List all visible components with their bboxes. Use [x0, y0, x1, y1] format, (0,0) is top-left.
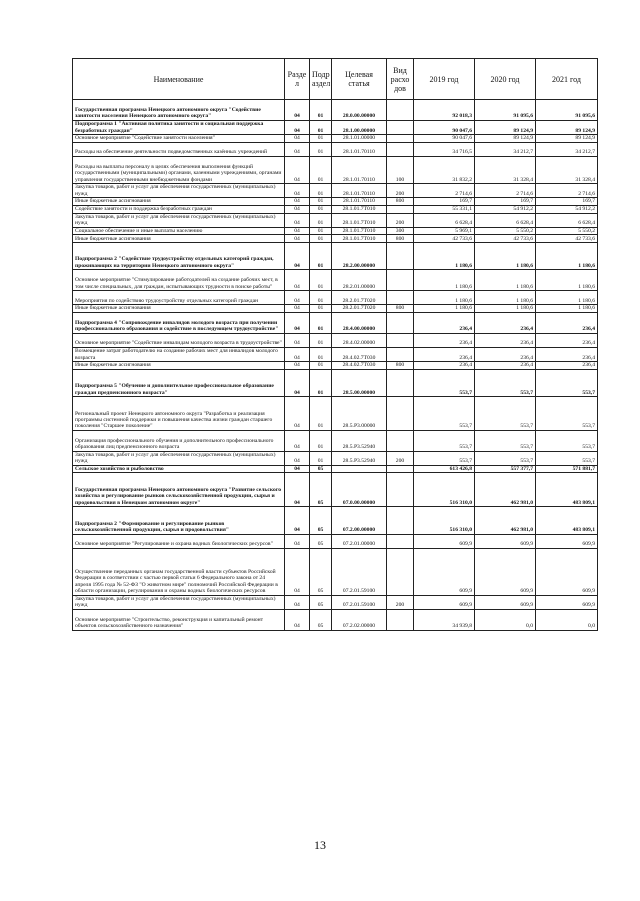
- row-section: 04: [285, 142, 310, 156]
- row-2019: 609,9: [414, 548, 475, 595]
- row-2021: 169,7: [536, 198, 598, 206]
- table-row: [73, 473, 598, 507]
- row-exp-type: [387, 396, 414, 430]
- row-exp-type: [387, 369, 414, 396]
- row-target: 28.1.01.7Т010: [332, 235, 387, 243]
- row-2021: 553,7: [536, 451, 598, 465]
- table-row: [73, 100, 598, 121]
- row-section: 04: [285, 333, 310, 347]
- table-row: [73, 362, 598, 370]
- row-2019: 553,7: [414, 396, 475, 430]
- row-exp-type: 200: [387, 184, 414, 198]
- row-2021: 34 212,7: [536, 142, 598, 156]
- header-name: Наименование: [73, 59, 285, 100]
- row-2021: 42 733,6: [536, 235, 598, 243]
- row-section: 04: [285, 312, 310, 333]
- row-target: 28.1.01.00000: [332, 134, 387, 142]
- row-2019: 92 018,3: [414, 100, 475, 121]
- row-2020: 609,9: [475, 548, 536, 595]
- row-section: 04: [285, 198, 310, 206]
- row-name: Закупка товаров, работ и услуг для обеспечения государственных (муниципальных) нужд: [73, 595, 285, 609]
- row-exp-type: [387, 333, 414, 347]
- row-exp-type: [387, 134, 414, 142]
- header-2021: 2021 год: [536, 59, 598, 100]
- row-section: 04: [285, 534, 310, 548]
- row-2019: 553,7: [414, 451, 475, 465]
- row-target: 07.2.02.00000: [332, 609, 387, 630]
- row-target: 28.2.01.00000: [332, 270, 387, 291]
- row-section: 04: [285, 235, 310, 243]
- row-2021: 609,9: [536, 548, 598, 595]
- row-target: 28.1.00.00000: [332, 120, 387, 134]
- row-name: Иные бюджетные ассигнования: [73, 235, 285, 243]
- table-row: [73, 156, 598, 183]
- row-subsection: 01: [310, 134, 332, 142]
- row-name: Государственная программа Ненецкого автономного округа "Развитие сельского хозяйства и регулирование рынков сельскохозяйственной продукции, сырья и продовольствия в Ненецком автономном округе": [73, 473, 285, 507]
- table-row: [73, 305, 598, 313]
- row-name: Социальное обеспечение и иные выплаты населению: [73, 227, 285, 235]
- table-row: [73, 198, 598, 206]
- row-2019: 516 310,0: [414, 507, 475, 534]
- table-row: [73, 142, 598, 156]
- row-subsection: 01: [310, 156, 332, 183]
- row-name: Иные бюджетные ассигнования: [73, 305, 285, 313]
- row-2021: 2 714,6: [536, 184, 598, 198]
- row-name: Осуществление переданных органам государственной власти субъектов Российской Федерации в соответствии с частью первой статьи 6 Федерального закона от 24 апреля 1995 года № 52-ФЗ "О животном мире" полномочий Российской Федерации в области организации, регулирования и охраны водных биологических ресурсов: [73, 548, 285, 595]
- row-2021: 91 095,6: [536, 100, 598, 121]
- row-name: Закупка товаров, работ и услуг для обеспечения государственных (муниципальных) нужд: [73, 451, 285, 465]
- row-exp-type: [387, 100, 414, 121]
- row-name: Основное мероприятие "Стимулирование работодателей на создание рабочих мест, в том числе специальных, для граждан, испытывающих трудности в поиске работы": [73, 270, 285, 291]
- row-section: 04: [285, 305, 310, 313]
- row-2019: 236,4: [414, 312, 475, 333]
- table-row: [73, 548, 598, 595]
- row-2020: 553,7: [475, 396, 536, 430]
- table-row: [73, 333, 598, 347]
- row-2020: 609,9: [475, 595, 536, 609]
- table-row: [73, 243, 598, 270]
- row-2019: 553,7: [414, 430, 475, 451]
- row-2019: 2 714,6: [414, 184, 475, 198]
- row-2020: 34 212,7: [475, 142, 536, 156]
- row-name: Закупка товаров, работ и услуг для обеспечения государственных (муниципальных) нужд: [73, 213, 285, 227]
- row-section: 04: [285, 595, 310, 609]
- row-section: 04: [285, 270, 310, 291]
- row-2019: 1 180,6: [414, 270, 475, 291]
- row-target: 07.2.01.59100: [332, 548, 387, 595]
- header-section: Разде л: [285, 59, 310, 100]
- table-row: [73, 235, 598, 243]
- row-2019: 34 939,8: [414, 609, 475, 630]
- row-2021: 609,9: [536, 595, 598, 609]
- row-exp-type: 200: [387, 213, 414, 227]
- table-row: [73, 430, 598, 451]
- row-section: 04: [285, 205, 310, 213]
- row-target: 28.1.01.70110: [332, 142, 387, 156]
- row-subsection: 05: [310, 473, 332, 507]
- row-2020: 1 180,6: [475, 270, 536, 291]
- row-target: 07.0.00.00000: [332, 473, 387, 507]
- row-exp-type: 100: [387, 156, 414, 183]
- row-subsection: 01: [310, 451, 332, 465]
- row-2020: 609,9: [475, 534, 536, 548]
- row-subsection: 01: [310, 100, 332, 121]
- row-subsection: 01: [310, 227, 332, 235]
- row-section: 04: [285, 430, 310, 451]
- row-subsection: 01: [310, 205, 332, 213]
- row-2020: 0,0: [475, 609, 536, 630]
- row-subsection: 01: [310, 312, 332, 333]
- row-2020: 553,7: [475, 369, 536, 396]
- row-target: 28.4.02.00000: [332, 333, 387, 347]
- row-2019: 90 047,6: [414, 120, 475, 134]
- row-name: Подпрограмма 1 "Активная политика занятости и социальная поддержка безработных граждан": [73, 120, 285, 134]
- row-target: 07.2.01.00000: [332, 534, 387, 548]
- table-row: [73, 369, 598, 396]
- row-exp-type: 800: [387, 198, 414, 206]
- row-target: 28.4.00.00000: [332, 312, 387, 333]
- row-section: 04: [285, 100, 310, 121]
- row-2019: 90 047,6: [414, 134, 475, 142]
- row-section: 04: [285, 609, 310, 630]
- row-exp-type: [387, 120, 414, 134]
- row-section: 04: [285, 507, 310, 534]
- row-2019: 609,9: [414, 534, 475, 548]
- table-row: [73, 534, 598, 548]
- row-exp-type: [387, 609, 414, 630]
- row-target: 28.1.01.7Т010: [332, 213, 387, 227]
- row-2020: 1 180,6: [475, 243, 536, 270]
- row-subsection: 01: [310, 347, 332, 361]
- row-name: Подпрограмма 5 "Обучение и дополнительное профессиональное образование граждан предпенсионного возраста": [73, 369, 285, 396]
- row-subsection: 01: [310, 396, 332, 430]
- row-target: 28.2.01.7Т020: [332, 305, 387, 313]
- row-2021: 1 180,6: [536, 270, 598, 291]
- row-subsection: 01: [310, 305, 332, 313]
- row-2021: 1 180,6: [536, 305, 598, 313]
- row-target: 28.4.02.7Т030: [332, 362, 387, 370]
- row-2020: 91 095,6: [475, 100, 536, 121]
- row-exp-type: [387, 548, 414, 595]
- row-name: Подпрограмма 2 "Формирование и регулирование рынков сельскохозяйственной продукции, сырья и продовольствия": [73, 507, 285, 534]
- row-target: 28.1.01.70110: [332, 156, 387, 183]
- row-2020: 236,4: [475, 312, 536, 333]
- row-subsection: 01: [310, 270, 332, 291]
- table-row: [73, 120, 598, 134]
- header-2019: 2019 год: [414, 59, 475, 100]
- table-row: [73, 184, 598, 198]
- row-2020: 1 180,6: [475, 291, 536, 305]
- row-exp-type: [387, 312, 414, 333]
- row-2021: 236,4: [536, 362, 598, 370]
- row-2019: 1 180,6: [414, 291, 475, 305]
- row-2021: 483 809,1: [536, 473, 598, 507]
- row-target: 28.1.01.7Т010: [332, 227, 387, 235]
- row-2021: 31 328,4: [536, 156, 598, 183]
- row-2019: 6 628,4: [414, 213, 475, 227]
- row-name: Подпрограмма 4 "Сопровождение инвалидов молодого возраста при получении профессионального образования и содействие в последующем трудоустройстве": [73, 312, 285, 333]
- row-name: Иные бюджетные ассигнования: [73, 362, 285, 370]
- table-row: [73, 451, 598, 465]
- row-2019: 169,7: [414, 198, 475, 206]
- row-target: 28.5.00.00000: [332, 369, 387, 396]
- row-2020: 6 628,4: [475, 213, 536, 227]
- row-exp-type: [387, 507, 414, 534]
- row-section: 04: [285, 473, 310, 507]
- row-2020: 2 714,6: [475, 184, 536, 198]
- row-2020: 5 550,2: [475, 227, 536, 235]
- row-2021: 571 881,7: [536, 465, 598, 473]
- table-row: [73, 507, 598, 534]
- row-2019: 1 180,6: [414, 305, 475, 313]
- row-subsection: 01: [310, 213, 332, 227]
- row-2020: 169,7: [475, 198, 536, 206]
- row-2020: 236,4: [475, 333, 536, 347]
- table-row: [73, 595, 598, 609]
- row-subsection: 01: [310, 198, 332, 206]
- row-name: Основное мероприятие "Содействие инвалидам молодого возраста в трудоустройстве": [73, 333, 285, 347]
- header-subsection: Подр аздел: [310, 59, 332, 100]
- table-header-row: [73, 59, 598, 100]
- row-subsection: 05: [310, 534, 332, 548]
- row-section: 04: [285, 396, 310, 430]
- row-2019: 31 832,2: [414, 156, 475, 183]
- row-name: Иные бюджетные ассигнования: [73, 198, 285, 206]
- table-row: [73, 347, 598, 361]
- row-2020: 31 328,4: [475, 156, 536, 183]
- row-exp-type: [387, 534, 414, 548]
- row-target: 28.1.01.70110: [332, 184, 387, 198]
- row-2020: 553,7: [475, 451, 536, 465]
- row-section: 04: [285, 243, 310, 270]
- row-section: 04: [285, 347, 310, 361]
- row-exp-type: [387, 430, 414, 451]
- row-2021: 0,0: [536, 609, 598, 630]
- row-exp-type: [387, 291, 414, 305]
- row-subsection: 01: [310, 184, 332, 198]
- row-2020: 236,4: [475, 347, 536, 361]
- row-subsection: 01: [310, 120, 332, 134]
- row-name: Сельское хозяйство и рыболовство: [73, 465, 285, 473]
- row-2021: 89 124,9: [536, 120, 598, 134]
- row-subsection: 01: [310, 369, 332, 396]
- row-name: Мероприятия по содействию трудоустройству отдельных категорий граждан: [73, 291, 285, 305]
- row-subsection: 05: [310, 609, 332, 630]
- row-2020: 89 124,9: [475, 134, 536, 142]
- row-name: Подпрограмма 2 "Содействие трудоустройству отдельных категорий граждан, проживающих на территории Ненецкого автономного округа": [73, 243, 285, 270]
- row-2019: 553,7: [414, 369, 475, 396]
- row-2020: 553,7: [475, 430, 536, 451]
- row-2021: 236,4: [536, 312, 598, 333]
- row-2019: 613 426,8: [414, 465, 475, 473]
- row-exp-type: [387, 473, 414, 507]
- table-row: [73, 270, 598, 291]
- row-exp-type: 800: [387, 305, 414, 313]
- row-2021: 54 912,2: [536, 205, 598, 213]
- row-2021: 483 809,1: [536, 507, 598, 534]
- row-subsection: 01: [310, 243, 332, 270]
- row-section: 04: [285, 451, 310, 465]
- table-row: [73, 291, 598, 305]
- table-row: [73, 227, 598, 235]
- row-section: 04: [285, 134, 310, 142]
- row-subsection: 05: [310, 507, 332, 534]
- row-subsection: 01: [310, 142, 332, 156]
- row-exp-type: [387, 465, 414, 473]
- row-section: 04: [285, 227, 310, 235]
- header-2020: 2020 год: [475, 59, 536, 100]
- table-row: [73, 205, 598, 213]
- row-2019: 55 331,1: [414, 205, 475, 213]
- header-exp-type: Вид расхо дов: [387, 59, 414, 100]
- row-2019: 236,4: [414, 362, 475, 370]
- row-2019: 34 716,5: [414, 142, 475, 156]
- row-2020: 462 981,0: [475, 507, 536, 534]
- table-row: [73, 213, 598, 227]
- row-name: Региональный проект Ненецкого автономного округа "Разработка и реализация программы системной поддержки и повышения качества жизни граждан старшего поколения "Старшее поколение": [73, 396, 285, 430]
- row-name: Закупка товаров, работ и услуг для обеспечения государственных (муниципальных) нужд: [73, 184, 285, 198]
- row-name: Содействие занятости и поддержка безработных граждан: [73, 205, 285, 213]
- row-name: Государственная программа Ненецкого автономного округа "Содействие занятости населения Ненецкого автономного округа": [73, 100, 285, 121]
- table-row: [73, 465, 598, 473]
- row-section: 04: [285, 369, 310, 396]
- row-name: Основное мероприятие "Строительство, реконструкция и капитальный ремонт объектов сельскохозяйственного назначения": [73, 609, 285, 630]
- row-subsection: 05: [310, 595, 332, 609]
- row-target: 28.4.02.7Т030: [332, 347, 387, 361]
- row-2021: 6 628,4: [536, 213, 598, 227]
- row-name: Организация профессионального обучения и дополнительного профессионального образования лиц предпенсионного возраста: [73, 430, 285, 451]
- row-2021: 5 550,2: [536, 227, 598, 235]
- row-name: Основное мероприятие "Содействие занятости населения": [73, 134, 285, 142]
- row-2020: 1 180,6: [475, 305, 536, 313]
- table-row: [73, 134, 598, 142]
- row-exp-type: [387, 270, 414, 291]
- row-section: 04: [285, 156, 310, 183]
- row-2019: 236,4: [414, 347, 475, 361]
- row-target: 28.2.00.00000: [332, 243, 387, 270]
- row-section: 04: [285, 465, 310, 473]
- row-subsection: 01: [310, 333, 332, 347]
- row-name: Расходы на выплаты персоналу в целях обеспечения выполнения функций государственными (муниципальными) органами, казенными учреждениями, органами управления государственными внебюджетными фондами: [73, 156, 285, 183]
- row-target: 28.5.P3.52940: [332, 430, 387, 451]
- table-row: [73, 396, 598, 430]
- row-2020: 89 124,9: [475, 120, 536, 134]
- row-2021: 236,4: [536, 347, 598, 361]
- row-2021: 89 124,9: [536, 134, 598, 142]
- row-exp-type: 200: [387, 451, 414, 465]
- row-target: 07.2.00.00000: [332, 507, 387, 534]
- row-2020: 54 912,2: [475, 205, 536, 213]
- row-target: 28.5.P3.52940: [332, 451, 387, 465]
- row-2020: 462 981,0: [475, 473, 536, 507]
- row-target: 07.2.01.59100: [332, 595, 387, 609]
- row-subsection: 01: [310, 362, 332, 370]
- row-2019: 1 180,6: [414, 243, 475, 270]
- row-exp-type: 800: [387, 362, 414, 370]
- row-section: 04: [285, 291, 310, 305]
- row-target: 28.2.01.7Т020: [332, 291, 387, 305]
- budget-table: [72, 58, 598, 631]
- row-name: Основное мероприятие "Регулирование и охрана водных биологических ресурсов": [73, 534, 285, 548]
- row-exp-type: [387, 205, 414, 213]
- row-subsection: 05: [310, 465, 332, 473]
- row-2019: 5 969,1: [414, 227, 475, 235]
- row-name: Возмещение затрат работодателю на создание рабочих мест для инвалидов молодого возраста: [73, 347, 285, 361]
- page-number: 13: [314, 838, 326, 852]
- row-subsection: 05: [310, 548, 332, 595]
- row-2020: 236,4: [475, 362, 536, 370]
- row-subsection: 01: [310, 430, 332, 451]
- table-row: [73, 312, 598, 333]
- row-exp-type: 800: [387, 235, 414, 243]
- row-section: 04: [285, 120, 310, 134]
- row-target: [332, 465, 387, 473]
- row-exp-type: 300: [387, 227, 414, 235]
- row-name: Расходы на обеспечение деятельности подведомственных казённых учреждений: [73, 142, 285, 156]
- table-row: [73, 609, 598, 630]
- row-exp-type: [387, 142, 414, 156]
- row-2021: 553,7: [536, 430, 598, 451]
- row-2021: 1 180,6: [536, 291, 598, 305]
- row-exp-type: [387, 243, 414, 270]
- row-section: 04: [285, 548, 310, 595]
- row-target: 28.1.01.70110: [332, 198, 387, 206]
- row-2020: 557 377,7: [475, 465, 536, 473]
- row-exp-type: [387, 347, 414, 361]
- row-2019: 609,9: [414, 595, 475, 609]
- row-2021: 553,7: [536, 396, 598, 430]
- row-section: 04: [285, 213, 310, 227]
- row-exp-type: 200: [387, 595, 414, 609]
- row-section: 04: [285, 184, 310, 198]
- row-2019: 516 310,0: [414, 473, 475, 507]
- row-2019: 42 733,6: [414, 235, 475, 243]
- row-2021: 609,9: [536, 534, 598, 548]
- row-2019: 236,4: [414, 333, 475, 347]
- row-2020: 42 733,6: [475, 235, 536, 243]
- row-target: 28.0.00.00000: [332, 100, 387, 121]
- row-2021: 1 180,6: [536, 243, 598, 270]
- row-target: 28.5.P3.00000: [332, 396, 387, 430]
- row-target: 28.1.01.7Т010: [332, 205, 387, 213]
- row-subsection: 01: [310, 291, 332, 305]
- row-subsection: 01: [310, 235, 332, 243]
- header-target: Целевая статья: [332, 59, 387, 100]
- row-2021: 236,4: [536, 333, 598, 347]
- row-2021: 553,7: [536, 369, 598, 396]
- row-section: 04: [285, 362, 310, 370]
